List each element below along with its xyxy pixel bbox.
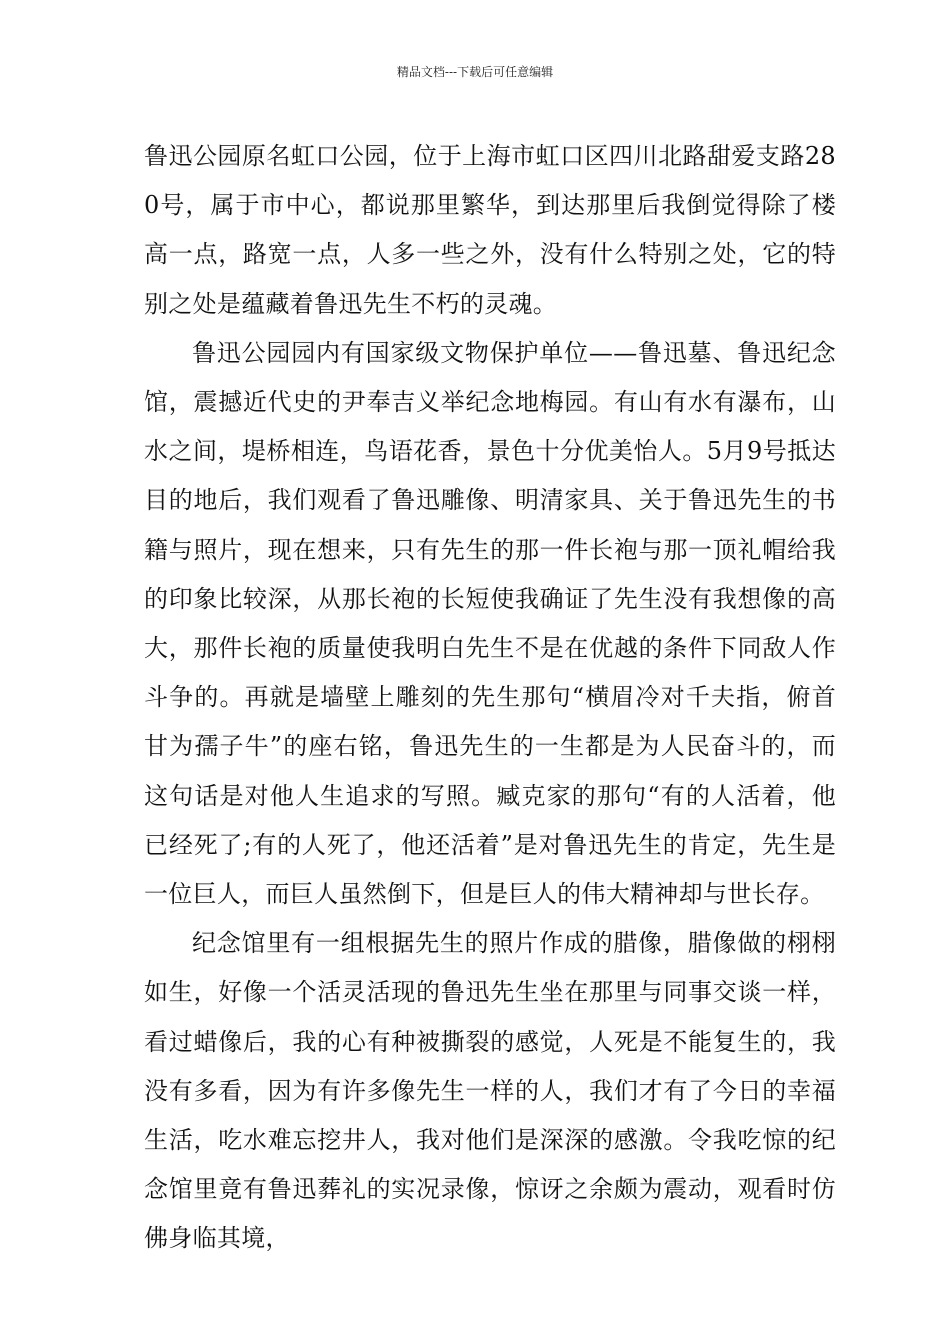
document-body (144, 132, 836, 1264)
paragraph-2: 鲁迅公园园内有国家级文物保护单位——鲁迅墓、鲁迅纪念馆，震撼近代史的尹奉吉义举纪念地梅园。有山有水有瀑布，山水之间，堤桥相连，鸟语花香，景色十分优美怡人。5月9号抵达目的地后，我们观看了鲁迅雕像、明清家具、关于鲁迅先生的书籍与照片，现在想来，只有先生的那一件长袍与那一顶礼帽给我的印象比较深，从那长袍的长短使我确证了先生没有我想像的高大，那件长袍的质量使我明白先生不是在优越的条件下同敌人作斗争的。再就是墙壁上雕刻的先生那句“横眉冷对千夫指，俯首甘为孺子牛”的座右铭，鲁迅先生的一生都是为人民奋斗的，而这句话是对他人生追求的写照。臧克家的那句“有的人活着，他已经死了;有的人死了，他还活着”是对鲁迅先生的肯定，先生是一位巨人，而巨人虽然倒下，但是巨人的伟大精神却与世长存。 (144, 338, 836, 909)
paragraph-1: 鲁迅公园原名虹口公园，位于上海市虹口区四川北路甜爱支路280号，属于市中心，都说那里繁华，到达那里后我倒觉得除了楼高一点，路宽一点，人多一些之外，没有什么特别之处，它的特别之处是蕴藏着鲁迅先生不朽的灵魂。 (144, 142, 836, 318)
page-header: 精品文档---下载后可任意编辑 (396, 65, 554, 79)
paragraph-3: 纪念馆里有一组根据先生的照片作成的腊像，腊像做的栩栩如生，好像一个活灵活现的鲁迅先生坐在那里与同事交谈一样，看过蜡像后，我的心有种被撕裂的感觉，人死是不能复生的，我没有多看，因为有许多像先生一样的人，我们才有了今日的幸福生活，吃水难忘挖井人，我对他们是深深的感激。令我吃惊的纪念馆里竟有鲁迅葬礼的实况录像，惊讶之余颇为震动，观看时仿佛身临其境， (144, 929, 836, 1253)
